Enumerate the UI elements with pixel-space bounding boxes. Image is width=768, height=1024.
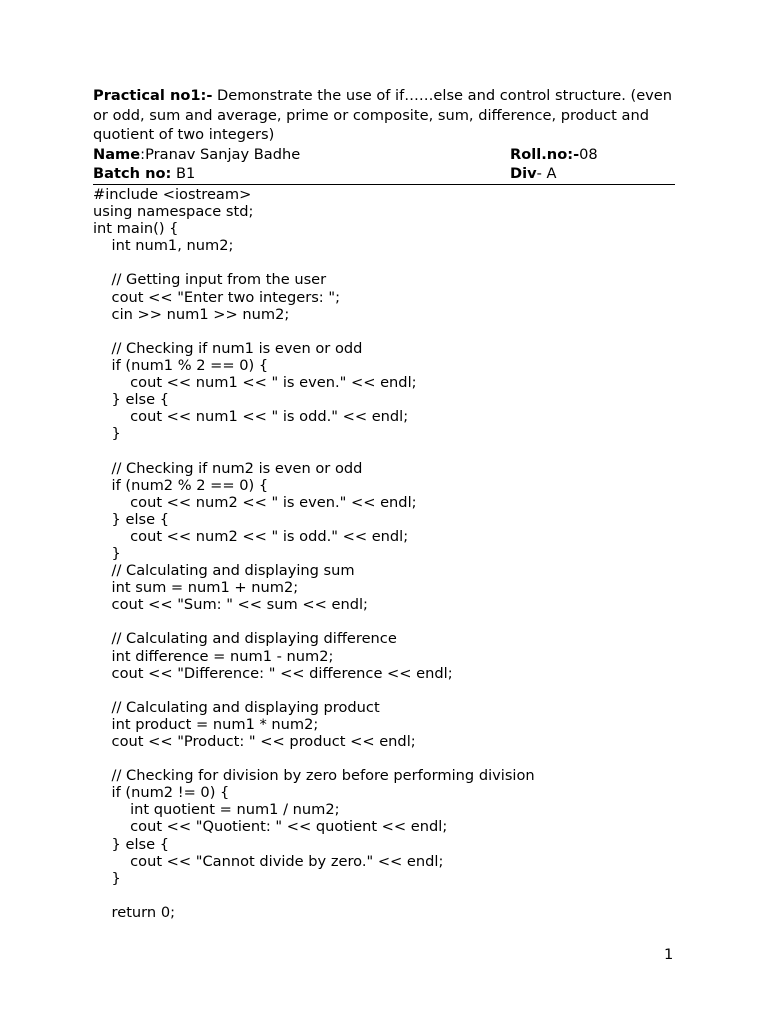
batch-number	[93, 165, 195, 182]
roll-label: Roll.no:-	[510, 145, 580, 163]
practical-label: Practical no1:-	[93, 87, 213, 104]
div-value: - A	[536, 165, 557, 182]
page-number: 1	[664, 946, 674, 963]
division	[510, 164, 557, 184]
source-code: #include <iostream> using namespace std; int main() { int num1, num2; // Getting input from the user cout << "Enter two integers: "; cin >> num1 >> num2; // Checking if num1 is even or odd if (num1 % 2 == 0) { cout << num1 << " is even." << endl; } else { cout << num1 << " is odd." << endl; } // Checking if num2 is even or odd if (num2 % 2 == 0) { cout << num2 << " is even." << endl; } else { cout << num2 << " is odd." << endl; } // Calculating and displaying sum int sum = num1 + num2; cout << "Sum: " << sum << endl; // Calculating and displaying difference int difference = num1 - num2; cout << "Difference: " << difference << endl; // Calculating and displaying product int product = num1 * num2; cout << "Product: " << product << endl; // Checking for division by zero before performing division if (num2 != 0) { int quotient = num1 / num2; cout << "Quotient: " << quotient << endl; } else { cout << "Cannot divide by zero." << endl; } return 0;	[93, 186, 535, 921]
div-label: Div	[510, 165, 537, 182]
document-header	[93, 86, 675, 184]
header-divider	[93, 184, 675, 185]
roll-value: 08	[579, 145, 598, 163]
student-name	[93, 146, 300, 163]
roll-number	[510, 145, 598, 165]
batch-label: Batch no:	[93, 165, 172, 182]
name-label: Name	[93, 145, 141, 163]
name-roll-row	[93, 145, 675, 165]
batch-value: B1	[171, 165, 196, 182]
batch-div-row	[93, 164, 675, 184]
practical-text: Demonstrate the use of if……else and control structure. (even or odd, sum and average, prime or composite, sum, difference, product and quotient of two integers)	[93, 87, 673, 143]
name-value: :Pranav Sanjay Badhe	[140, 145, 301, 163]
practical-description	[93, 86, 675, 145]
